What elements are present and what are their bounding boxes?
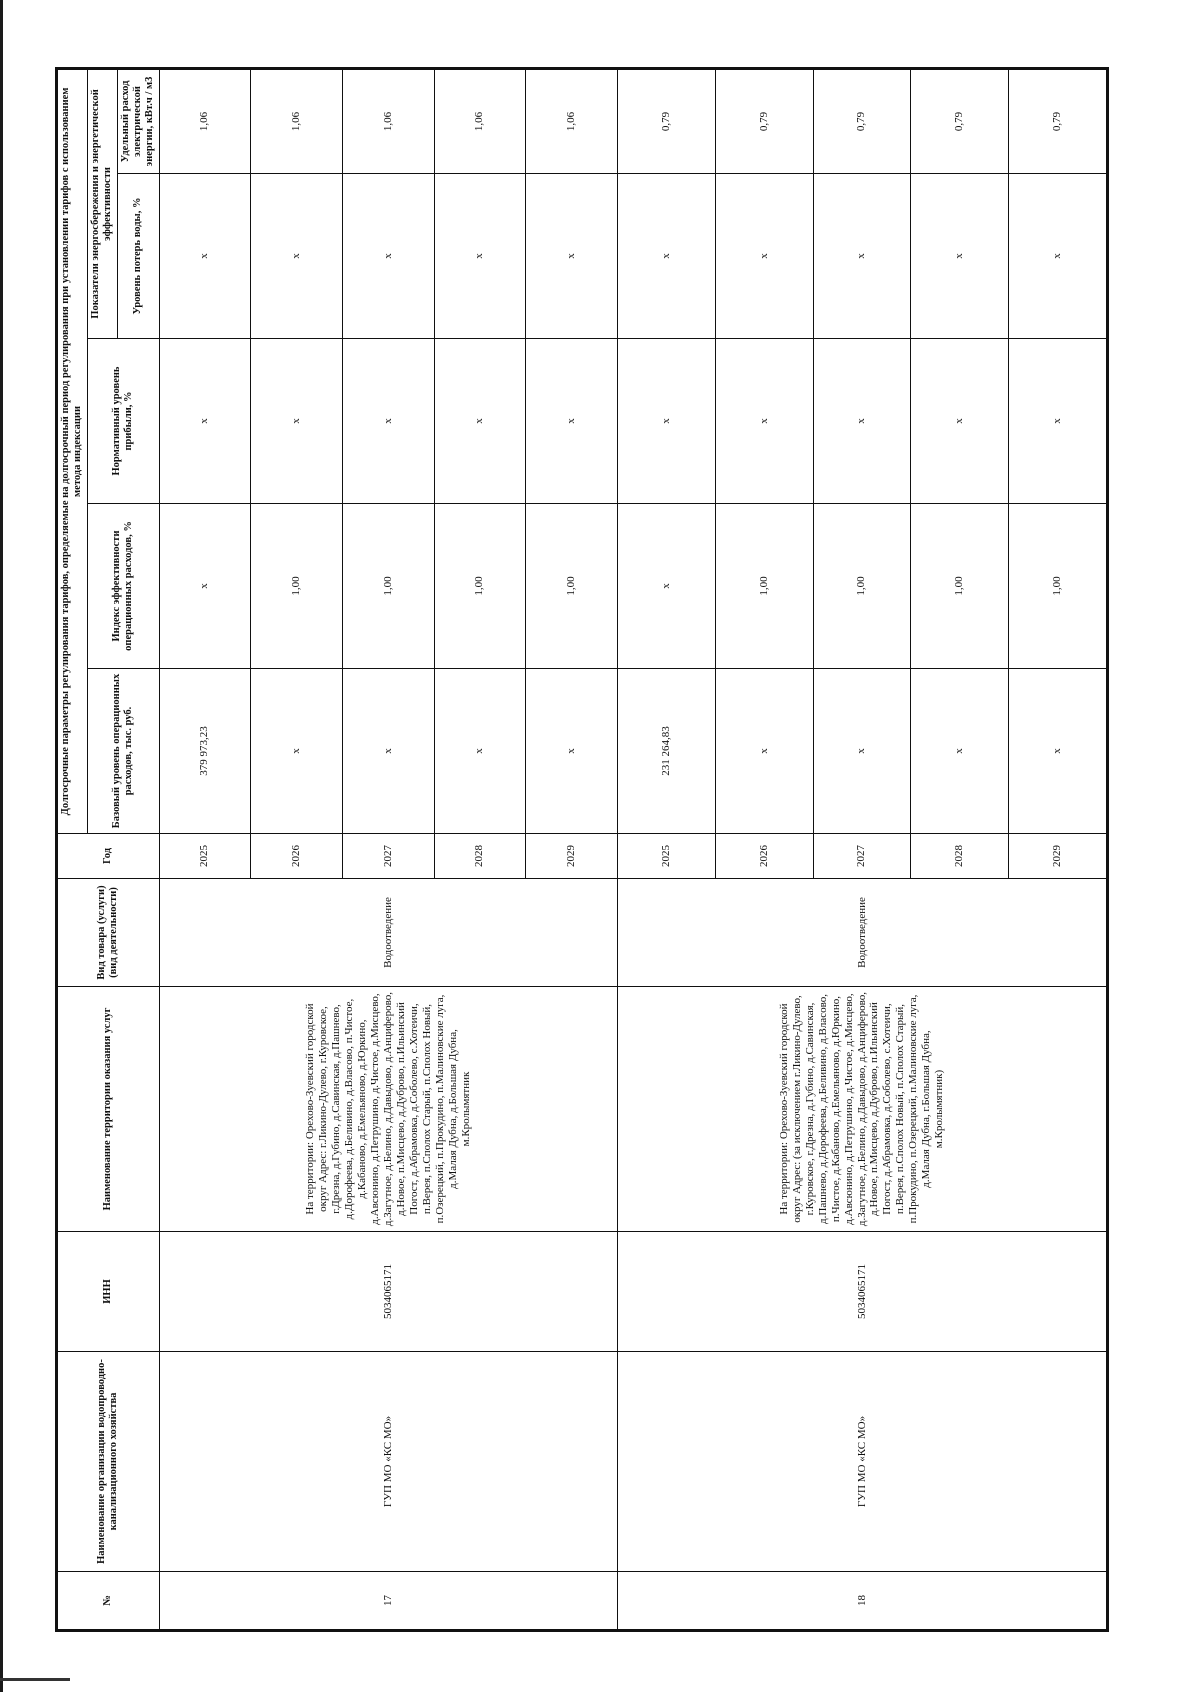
profit-cell: х — [813, 339, 911, 504]
eff-index-cell: 1,00 — [526, 504, 618, 669]
eff-index-cell: 1,00 — [251, 504, 343, 669]
base-opex-cell: х — [1009, 669, 1107, 834]
base-opex-cell: х — [434, 669, 526, 834]
base-opex-cell: х — [715, 669, 813, 834]
year-cell: 2029 — [526, 834, 618, 879]
year-cell: 2027 — [813, 834, 911, 879]
water-loss-cell: х — [813, 174, 911, 339]
base-opex-cell: х — [251, 669, 343, 834]
eff-index-cell: 1,00 — [911, 504, 1009, 669]
org-name: ГУП МО «КС МО» — [159, 1352, 617, 1572]
energy-cell: 0,79 — [715, 69, 813, 173]
profit-cell: х — [911, 339, 1009, 504]
inn-value: 5034065171 — [159, 1232, 617, 1352]
profit-cell: х — [434, 339, 526, 504]
energy-cell: 1,06 — [342, 69, 434, 173]
entry-num: 17 — [159, 1572, 617, 1630]
header-service: Вид товара (услуги) (вид деятельности) — [58, 879, 160, 987]
profit-cell: х — [342, 339, 434, 504]
year-cell: 2028 — [434, 834, 526, 879]
water-loss-cell: х — [526, 174, 618, 339]
territory-text: На территории: Орехово-Зуевский городской округ Адрес: (за исключением г.Ликино-Дулево, г.Куровское, г.Дрезна, д.Губино, д.Савинская, д.Пашнево, д.Дорофеева, д.Беливино, д.Власово, п.Чистое, д.Кабаново, д.Емельяново, д.Юркино, д.Авсюнино, д.Петрушино, д.Чистое, д.Мисцево, д.Загутное, д.Белино, д.Давыдово, д.Анциферово, д.Новое, п.Мисцево, д.Дуброво, п.Ильинский Погост, д.Абрамовка, д.Соболево, с.Хотеичи, п.Верея, п.Сполох Новый, п.Сполох Старый, п.Прокудино, п.Озерецкий, п.Малиновские луга, д.Малая Дубна, г.Большая Дубна, м.Кролымятник) — [617, 987, 1106, 1232]
eff-index-cell: 1,00 — [813, 504, 911, 669]
profit-cell: х — [526, 339, 618, 504]
energy-cell: 0,79 — [813, 69, 911, 173]
header-group-title: Долгосрочные параметры регулирования тарифов, определяемые на долгосрочный период регулирования при установлении тарифов с использованием метода индексации — [58, 69, 88, 833]
energy-cell: 0,79 — [617, 69, 715, 173]
rotated-page — [57, 70, 1107, 1630]
water-loss-cell: х — [251, 174, 343, 339]
header-inn: ИНН — [58, 1232, 160, 1352]
territory-text: На территории: Орехово-Зуевский городской округ Адрес: г.Ликино-Дулево, г.Куровское, г.Дрезна, д.Губино, д.Савинская, д.Пашнево, д.Дорофеева, д.Беливино, д.Власово, п.Чистое, д.Кабаново, д.Емельяново, д.Юркино, д.Авсюнино, д.Петрушино, д.Чистое, д.Мисцево, д.Загутное, д.Белино, д.Давыдово, д.Анциферово, д.Новое, п.Мисцево, д.Дуброво, п.Ильинский Погост, д.Абрамовка, д.Соболево, с.Хотеичи, п.Верея, п.Сполох Старый, п.Сполох Новый, п.Озерецкий, п.Прокудино, п.Малиновские луга, д.Малая Дубна, д.Большая Дубна, м.Кролымятник — [159, 987, 617, 1232]
water-loss-cell: х — [1009, 174, 1107, 339]
header-energy: Удельный расход электрической энергии, кВт.ч / м3 — [117, 69, 159, 173]
eff-index-cell: х — [159, 504, 251, 669]
profit-cell: х — [159, 339, 251, 504]
year-cell: 2025 — [159, 834, 251, 879]
header-energy-group: Показатели энергосбережения и энергетической эффективности — [87, 69, 117, 338]
eff-index-cell: 1,00 — [434, 504, 526, 669]
water-loss-cell: х — [159, 174, 251, 339]
header-org: Наименование организации водопроводно-канализационного хозяйства — [58, 1352, 160, 1572]
inn-value: 5034065171 — [617, 1232, 1106, 1352]
header-eff-index: Индекс эффективности операционных расходов, % — [87, 504, 159, 669]
base-opex-cell: х — [526, 669, 618, 834]
energy-cell: 0,79 — [1009, 69, 1107, 173]
base-opex-cell: х — [342, 669, 434, 834]
energy-cell: 1,06 — [434, 69, 526, 173]
water-loss-cell: х — [342, 174, 434, 339]
header-territory: Наименование территории оказания услуг — [58, 987, 160, 1232]
water-loss-cell: х — [715, 174, 813, 339]
eff-index-cell: 1,00 — [1009, 504, 1107, 669]
profit-cell: х — [617, 339, 715, 504]
base-opex-cell: х — [911, 669, 1009, 834]
energy-cell: 1,06 — [159, 69, 251, 173]
energy-cell: 1,06 — [251, 69, 343, 173]
base-opex-cell: х — [813, 669, 911, 834]
header-num: № — [58, 1572, 160, 1630]
energy-cell: 1,06 — [526, 69, 618, 173]
water-loss-cell: х — [434, 174, 526, 339]
scan-mark — [0, 1678, 70, 1681]
water-loss-cell: х — [617, 174, 715, 339]
year-cell: 2025 — [617, 834, 715, 879]
year-cell: 2026 — [251, 834, 343, 879]
org-name: ГУП МО «КС МО» — [617, 1352, 1106, 1572]
year-cell: 2026 — [715, 834, 813, 879]
eff-index-cell: 1,00 — [342, 504, 434, 669]
base-opex-cell: 379 973,23 — [159, 669, 251, 834]
header-water-loss: Уровень потерь воды, % — [117, 174, 159, 339]
entry-num: 18 — [617, 1572, 1106, 1630]
profit-cell: х — [251, 339, 343, 504]
energy-cell: 0,79 — [911, 69, 1009, 173]
year-cell: 2028 — [911, 834, 1009, 879]
header-year: Год — [58, 834, 160, 879]
base-opex-cell: 231 264,83 — [617, 669, 715, 834]
tariff-table — [57, 69, 1107, 1630]
year-cell: 2029 — [1009, 834, 1107, 879]
scan-edge — [0, 0, 3, 1692]
header-profit: Нормативный уровень прибыли, % — [87, 339, 159, 504]
eff-index-cell: 1,00 — [715, 504, 813, 669]
eff-index-cell: х — [617, 504, 715, 669]
service-type: Водоотведение — [159, 879, 617, 987]
service-type: Водоотведение — [617, 879, 1106, 987]
header-base-opex: Базовый уровень операционных расходов, тыс. руб. — [87, 669, 159, 834]
year-cell: 2027 — [342, 834, 434, 879]
water-loss-cell: х — [911, 174, 1009, 339]
profit-cell: х — [715, 339, 813, 504]
profit-cell: х — [1009, 339, 1107, 504]
